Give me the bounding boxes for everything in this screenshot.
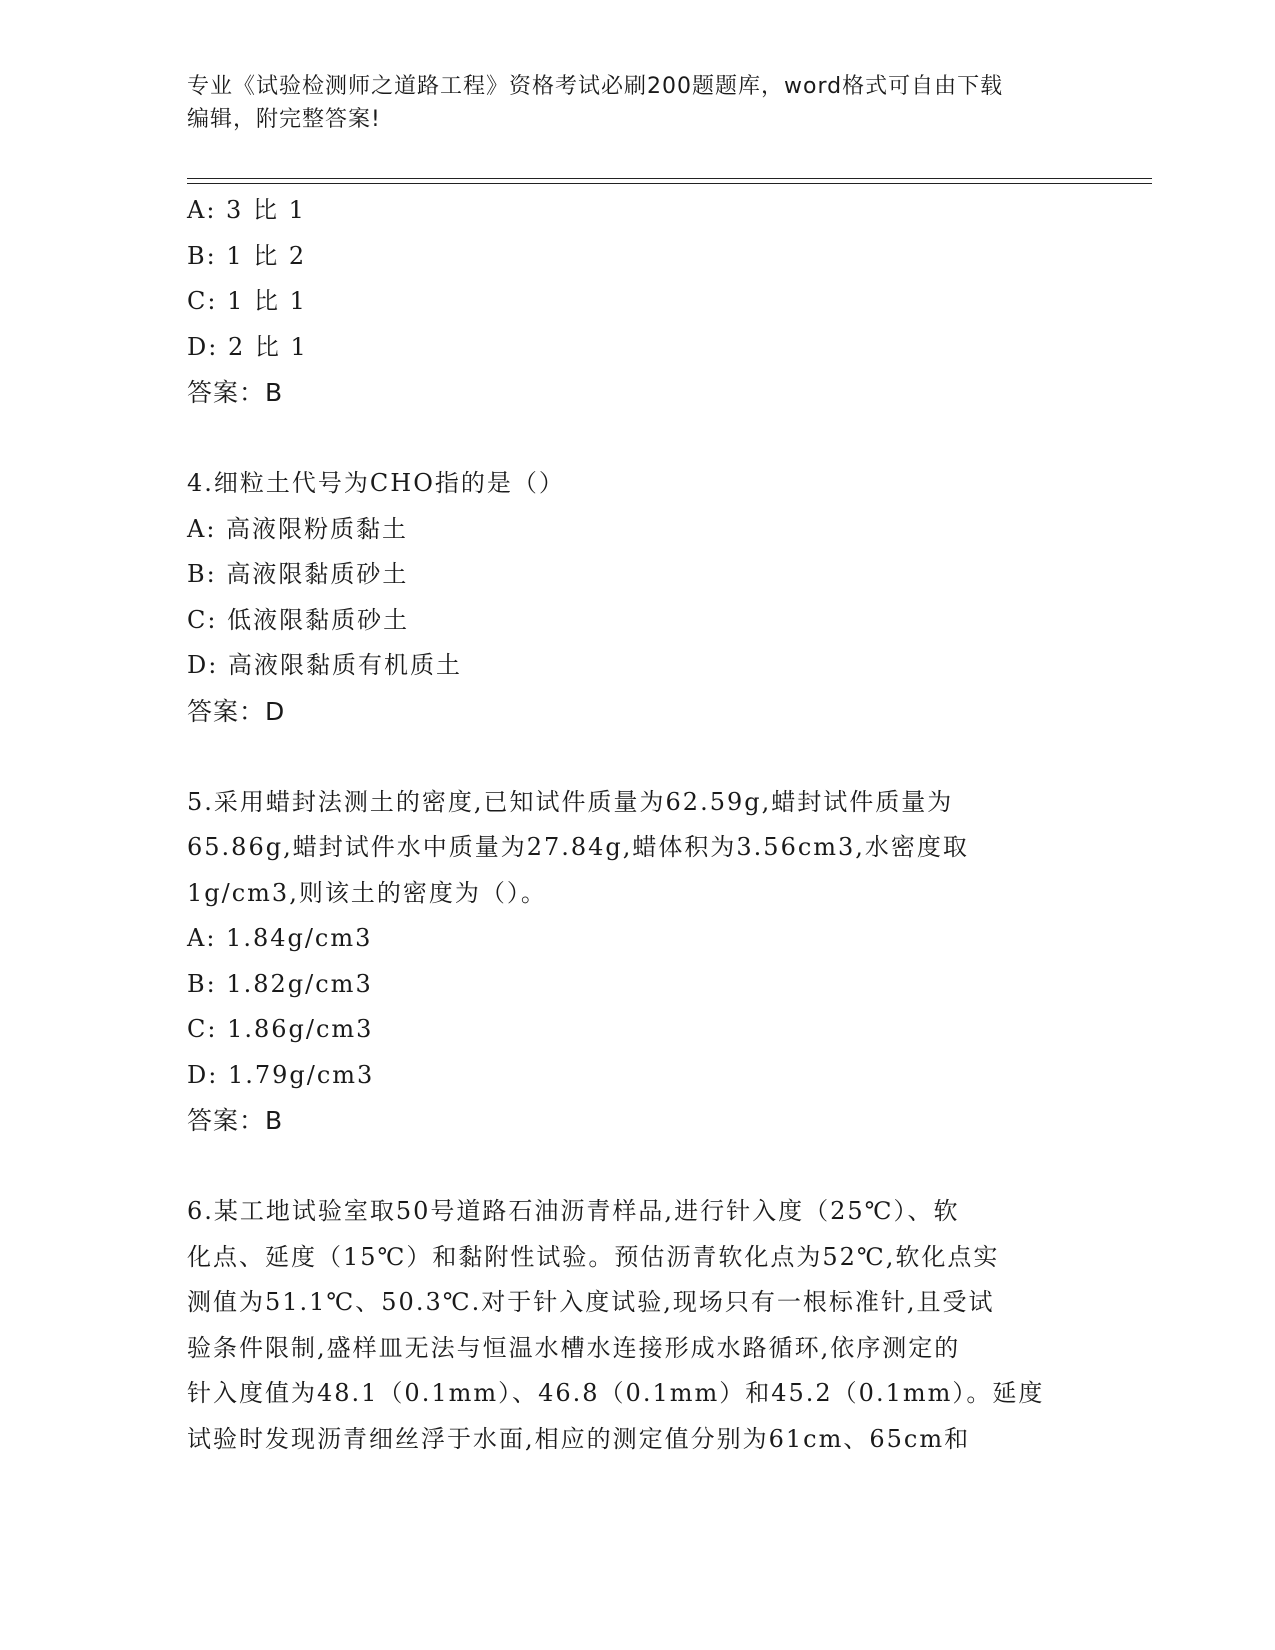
question-stem-line: 65.86g,蜡封试件水中质量为27.84g,蜡体积为3.56cm3,水密度取	[187, 833, 969, 861]
header-rule-top	[187, 178, 1152, 179]
answer: 答案：D	[187, 696, 286, 726]
spacer	[187, 416, 1087, 462]
question-stem-line: 6.某工地试验室取50号道路石油沥青样品,进行针入度（25℃）、软	[187, 1197, 960, 1225]
question-content	[187, 188, 1087, 1462]
option-c: C: 1 比 1	[187, 287, 307, 315]
header-line-2: 编辑，附完整答案!	[187, 107, 381, 132]
spacer	[187, 1144, 1087, 1190]
option-c: C: 低液限黏质砂土	[187, 605, 410, 634]
document-header	[187, 70, 1087, 136]
option-d: D: 2 比 1	[187, 332, 308, 361]
option-a: A: 3 比 1	[187, 196, 306, 224]
question-stem-line: 验条件限制,盛样皿无法与恒温水槽水连接形成水路循环,依序测定的	[187, 1333, 961, 1362]
question-stem-line: 5.采用蜡封法测土的密度,已知试件质量为62.59g,蜡封试件质量为	[187, 787, 954, 816]
question-stem-line: 测值为51.1℃、50.3℃.对于针入度试验,现场只有一根标准针,且受试	[187, 1288, 995, 1316]
answer: 答案：B	[187, 378, 284, 407]
question-stem-line: 针入度值为48.1（0.1mm）、46.8（0.1mm）和45.2（0.1mm）。延度	[187, 1379, 1045, 1407]
question-stem-line: 化点、延度（15℃）和黏附性试验。预估沥青软化点为52℃,软化点实	[187, 1242, 1000, 1271]
header-line-1: 专业《试验检测师之道路工程》资格考试必刷200题题库，word格式可自由下载	[187, 74, 1004, 99]
option-d: D: 1.79g/cm3	[187, 1060, 375, 1089]
answer: 答案：B	[187, 1106, 284, 1135]
question-stem-line: 试验时发现沥青细丝浮于水面,相应的测定值分别为61cm、65cm和	[187, 1424, 971, 1453]
question-6	[187, 1189, 1087, 1462]
option-a: A: 高液限粉质黏土	[187, 514, 409, 543]
spacer	[187, 734, 1087, 780]
option-b: B: 高液限黏质砂土	[187, 560, 409, 588]
option-b: B: 1.82g/cm3	[187, 969, 373, 998]
question-5	[187, 780, 1087, 1144]
question-stem-line: 1g/cm3,则该土的密度为（）。	[187, 878, 547, 907]
question-3	[187, 188, 1087, 416]
option-c: C: 1.86g/cm3	[187, 1015, 374, 1043]
question-stem: 4.细粒土代号为CHO指的是（）	[187, 469, 565, 497]
question-4	[187, 461, 1087, 734]
option-a: A: 1.84g/cm3	[187, 924, 373, 952]
header-rule-bottom	[187, 183, 1152, 184]
option-b: B: 1 比 2	[187, 241, 307, 270]
option-d: D: 高液限黏质有机质土	[187, 651, 462, 679]
